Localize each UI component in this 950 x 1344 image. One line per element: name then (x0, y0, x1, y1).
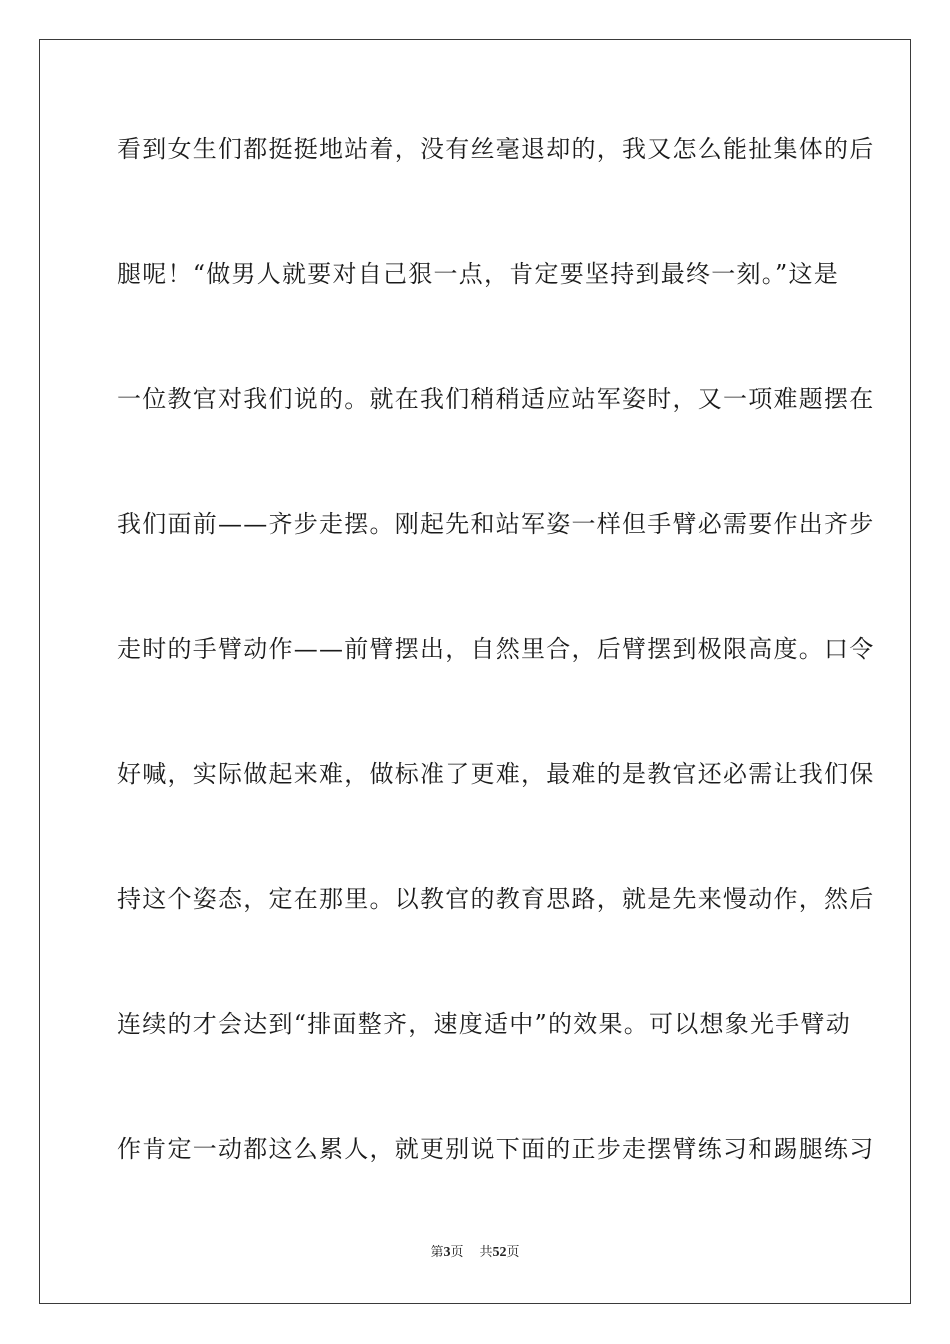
text-line: 走时的手臂动作——前臂摆出，自然里合，后臂摆到极限高度。口令 (117, 635, 875, 663)
text-line: 好喊，实际做起来难，做标准了更难，最难的是教官还必需让我们保 (117, 760, 875, 788)
page-suffix: 页 (450, 1245, 464, 1260)
text-line: 我们面前——齐步走摆。刚起先和站军姿一样但手臂必需要作出齐步 (117, 510, 875, 538)
page-number: 3 (443, 1245, 451, 1260)
total-pages: 52 (492, 1245, 507, 1260)
page-border (39, 39, 911, 1304)
text-line: 一位教官对我们说的。就在我们稍稍适应站军姿时，又一项难题摆在 (117, 385, 875, 413)
page-prefix: 第 (430, 1245, 444, 1260)
total-prefix: 共 (479, 1245, 493, 1260)
text-line: 持这个姿态，定在那里。以教官的教育思路，就是先来慢动作，然后 (117, 885, 875, 913)
text-line: 连续的才会达到“排面整齐，速度适中”的效果。可以想象光手臂动 (117, 1010, 852, 1038)
total-suffix: 页 (506, 1245, 520, 1260)
text-line: 看到女生们都挺挺地站着，没有丝毫退却的，我又怎么能扯集体的后 (117, 135, 875, 163)
text-line: 作肯定一动都这么累人，就更别说下面的正步走摆臂练习和踢腿练习 (117, 1135, 875, 1163)
text-line: 腿呢！“做男人就要对自己狠一点，肯定要坚持到最终一刻。”这是 (117, 260, 840, 288)
page-footer (0, 1244, 950, 1262)
